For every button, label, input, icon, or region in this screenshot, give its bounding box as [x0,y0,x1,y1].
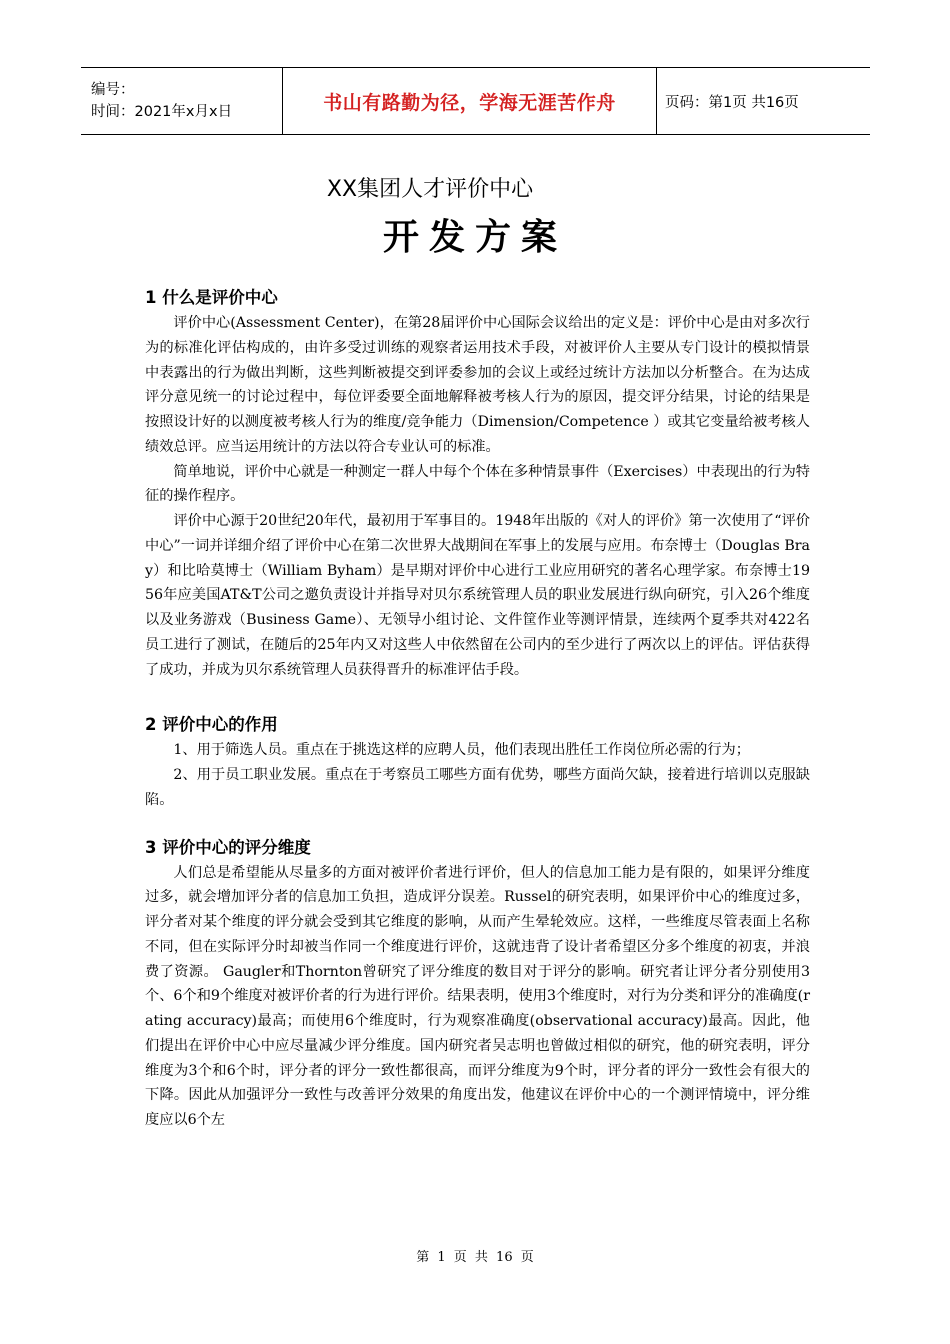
paragraph: 1、用于筛选人员。重点在于挑选这样的应聘人员，他们表现出胜任工作岗位所必需的行为； [173,742,750,759]
paragraph: 2、用于员工职业发展。重点在于考察员工哪些方面有优势，哪些方面尚欠缺，接着进行培训以克服缺陷。 [145,767,810,808]
paragraph: 评价中心源于20世纪20年代，最初用于军事目的。1948年出版的《对人的评价》第一次使用了“评价中心”一词并详细介绍了评价中心在第二次世界大战期间在军事上的发展与应用。布奈博士（Douglas Bray）和比哈莫博士（William Byham）是早期对评价中心进行工业应用研究的著名心理学家。布奈博士1956年应美国AT&T公司之邀负责设计并指导对贝尔系统管理人员的职业发展进行纵向研究，引入26个维度以及业务游戏（Business Game）、无领导小组讨论、文件筐作业等测评情景，连续两个夏季共对422名员工进行了测试，在随后的25年内又对这些人中依然留在公司内的至少进行了两次以上的评估。评估获得了成功，并成为贝尔系统管理人员获得晋升的标准评估手段。 [145,513,810,678]
section-heading: 1 什么是评价中心 [145,288,278,307]
document-body [145,285,810,1133]
header-motto: 书山有路勤为径，学海无涯苦作舟 [323,91,616,114]
paragraph: 简单地说，评价中心就是一种测定一群人中每个个体在多种情景事件（Exercises）中表现出的行为特征的操作程序。 [145,463,810,505]
doc-title: XX集团人才评价中心 [326,177,534,202]
doc-date-label: 时间：2021年x月x日 [91,104,233,120]
page-header [81,67,870,135]
page-footer: 第 1 页 共 16 页 [416,1250,534,1265]
paragraph: 评价中心(Assessment Center)，在第28届评价中心国际会议给出的定义是：评价中心是由对多次行为的标准化评估构成的，由许多受过训练的观察者运用技术手段，对被评价人主要从专门设计的模拟情景中表露出的行为做出判断，这些判断被提交到评委参加的会议上或经过统计方法加以分析整合。在为达成评分意见统一的讨论过程中，每位评委要全面地解释被考核人行为的原因，提交评分结果，讨论的结果是按照设计好的以测度被考核人行为的维度/竞争能力（Dimension/Competence ）或其它变量给被考核人绩效总评。应当运用统计的方法以符合专业认可的标准。 [145,315,810,455]
header-meta [81,68,282,134]
header-page-info: 页码：第1页 共16页 [665,94,799,111]
doc-subtitle: 开发方案 [382,216,567,258]
section-heading: 3 评价中心的评分维度 [145,837,311,857]
section-heading: 2 评价中心的作用 [145,715,278,735]
paragraph: 人们总是希望能从尽量多的方面对被评价者进行评价，但人的信息加工能力是有限的，如果评分维度过多，就会增加评分者的信息加工负担，造成评分误差。Russel的研究表明，如果评价中心的维度过多，评分者对某个维度的评分就会受到其它维度的影响，从而产生晕轮效应。这样，一些维度尽管表面上名称不同，但在实际评分时却被当作同一个维度进行评价，这就违背了设计者希望区分多个维度的初衷，并浪费了资源。 Gaugler和Thornton曾研究了评分维度的数目对于评分的影响。研究者让评分者分别使用3个、6个和9个维度对被评价者的行为进行评价。结果表明，使用3个维度时，对行为分类和评分的准确度(rating accuracy)最高；而使用6个维度时，行为观察准确度(observational accuracy)最高。因此，他们提出在评价中心中应尽量减少评分维度。国内研究者吴志明也曾做过相似的研究，他的研究表明，评分维度为3个和6个时，评分者的评分一致性都很高，而评分维度为9个时，评分者的评分一致性会有很大的下降。因此从加强评分一致性与改善评分效果的角度出发，他建议在评价中心的一个测评情境中，评分维度应以6个左 [145,864,810,1128]
header-motto-cell [282,68,657,134]
doc-number-label: 编号： [91,82,135,98]
